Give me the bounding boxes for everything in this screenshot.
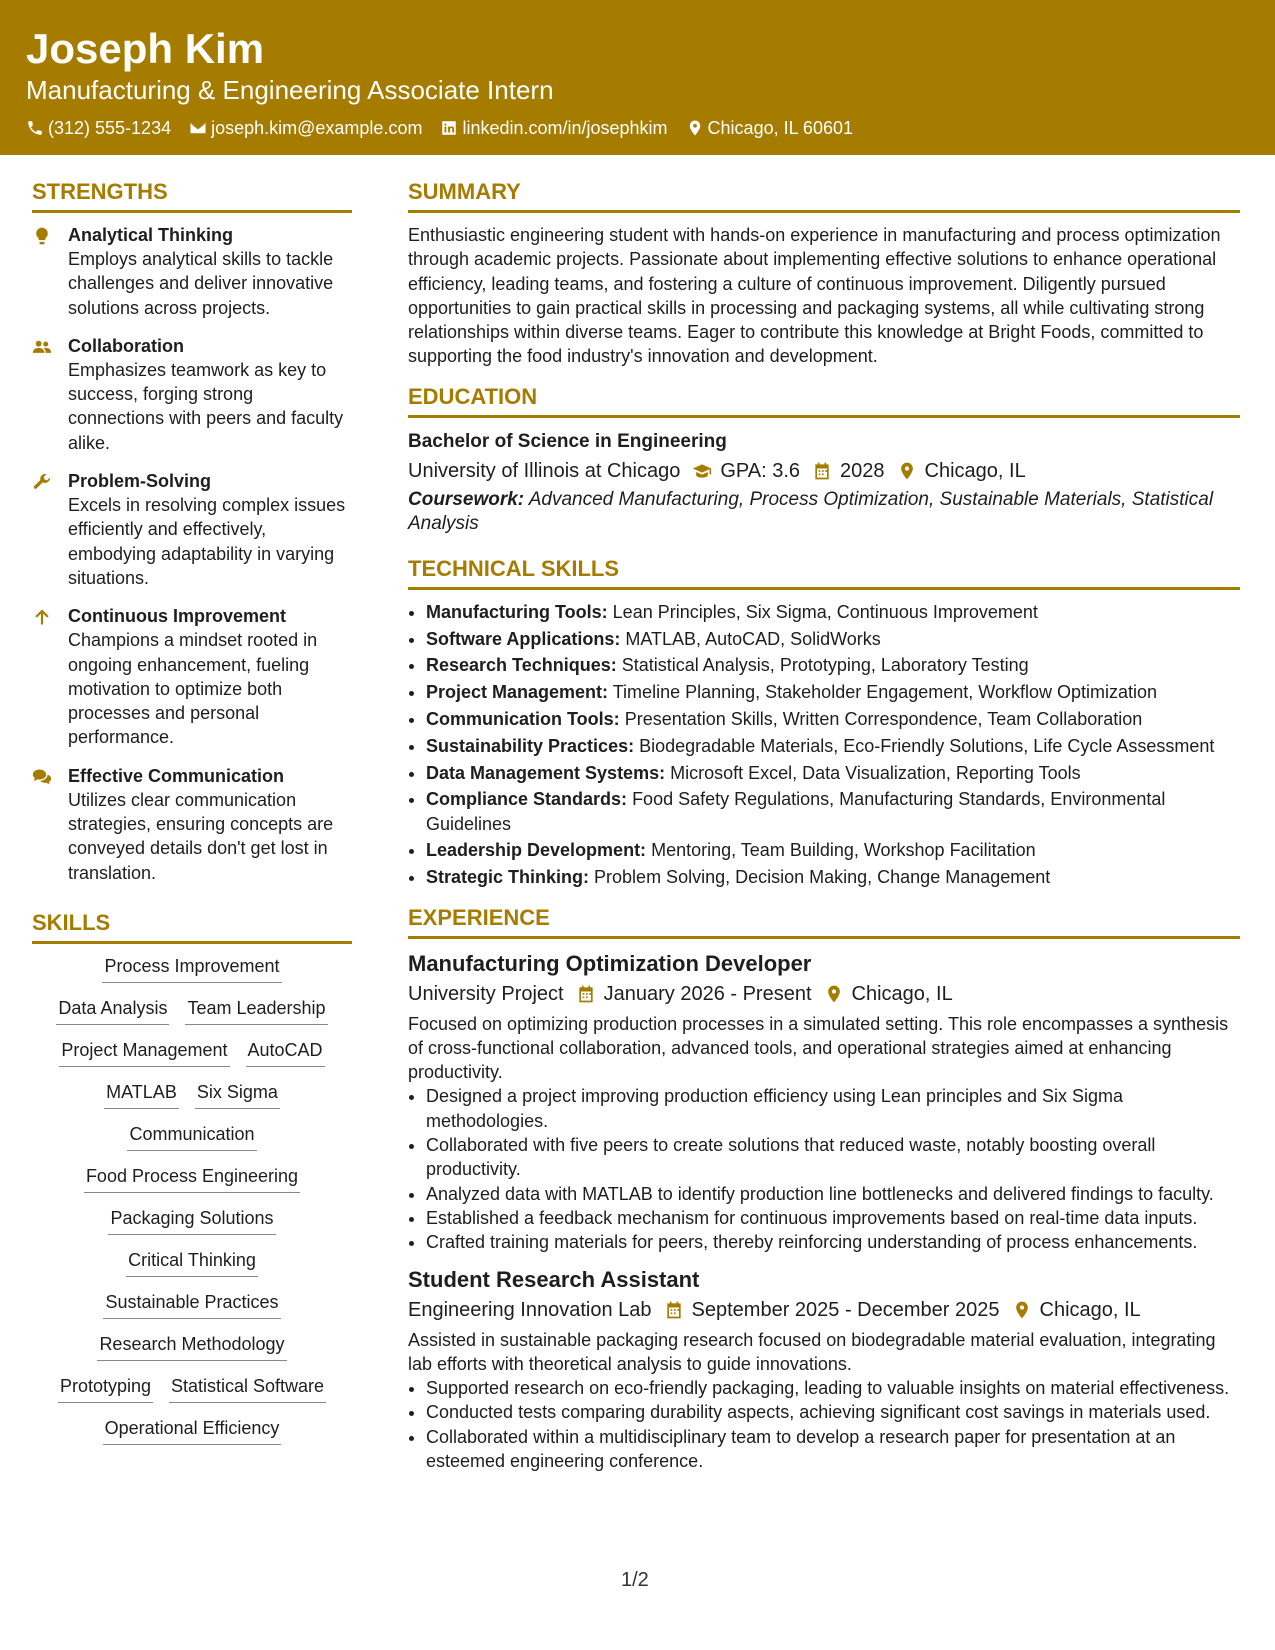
job-entry	[408, 1265, 1240, 1474]
job-meta	[408, 979, 1240, 1009]
tech-skill-value: Microsoft Excel, Data Visualization, Reporting Tools	[670, 762, 1081, 783]
phone-icon	[26, 119, 44, 137]
contact-phone[interactable]	[26, 116, 171, 140]
skill-tag: MATLAB	[104, 1080, 179, 1109]
list-item	[426, 653, 1240, 677]
job-entry	[408, 949, 1240, 1255]
location-pin-icon	[897, 461, 917, 481]
strength-item	[32, 334, 352, 455]
list-item: • Established a feedback mechanism for continuous improvements based on real-time data inputs.	[426, 1206, 1240, 1230]
skill-tag: Six Sigma	[195, 1080, 280, 1109]
coursework	[408, 488, 1240, 537]
list-item	[426, 865, 1240, 889]
skill-tag: Team Leadership	[185, 996, 327, 1025]
skill-tag: Communication	[127, 1122, 256, 1151]
job-description: Focused on optimizing production processes in a simulated setting. This role encompasses a synthesis of cross-functional collaboration, advanced tools, and operational strategies aimed at enhancing productivity.	[408, 1013, 1229, 1083]
location-pin-icon	[824, 984, 844, 1004]
list-item: • Collaborated with five peers to create solutions that reduced waste, notably boosting overall productivity.	[426, 1133, 1240, 1182]
tech-skill-label: Software Applications:	[426, 628, 621, 649]
tech-skill-value: Mentoring, Team Building, Workshop Facilitation	[651, 840, 1036, 861]
coursework-list: Advanced Manufacturing, Process Optimization, Sustainable Materials, Statistical Analysis	[408, 488, 1214, 535]
comments-icon	[32, 767, 52, 787]
list-item: • Analyzed data with MATLAB to identify production line bottlenecks and delivered findings to faculty.	[426, 1182, 1240, 1206]
skill-tag: Food Process Engineering	[84, 1164, 300, 1193]
skill-tag: Sustainable Practices	[103, 1290, 280, 1319]
job-bullets	[408, 1084, 1240, 1254]
location-pin-icon	[686, 119, 704, 137]
list-item: • Supported research on eco-friendly packaging, leading to valuable insights on material effectiveness.	[426, 1376, 1240, 1400]
job-meta	[408, 1295, 1240, 1325]
tech-skill-label: Compliance Standards:	[426, 789, 628, 810]
tech-skill-label: Manufacturing Tools:	[426, 601, 608, 622]
envelope-icon	[189, 119, 207, 137]
tech-skill-value: Statistical Analysis, Prototyping, Laboratory Testing	[621, 655, 1029, 676]
list-item	[426, 787, 1240, 836]
strength-item	[32, 604, 352, 749]
tech-skill-value: Timeline Planning, Stakeholder Engagement, Workflow Optimization	[612, 682, 1158, 703]
contact-location-text: Chicago, IL 60601	[707, 118, 853, 138]
job-title: Manufacturing Optimization Developer	[408, 950, 812, 976]
education-heading: EDUCATION	[408, 383, 1240, 418]
list-item: • Designed a project improving production efficiency using Lean principles and Six Sigma methodologies.	[426, 1084, 1240, 1133]
left-column	[32, 178, 352, 1458]
candidate-role: Manufacturing & Engineering Associate Intern	[26, 75, 554, 105]
arrow-up-icon	[32, 607, 52, 627]
lightbulb-icon	[32, 226, 52, 246]
linkedin-icon	[440, 119, 458, 137]
tech-skill-label: Communication Tools:	[426, 708, 620, 729]
contact-bar	[26, 116, 853, 140]
strength-title: Collaboration	[68, 335, 184, 356]
list-item	[426, 600, 1240, 624]
strength-item	[32, 764, 352, 885]
tech-skill-label: Strategic Thinking:	[426, 867, 590, 888]
location-pin-icon	[1012, 1300, 1032, 1320]
candidate-name: Joseph Kim	[26, 25, 265, 72]
job-org: Engineering Innovation Lab	[408, 1298, 652, 1321]
tech-skill-label: Project Management:	[426, 682, 609, 703]
job-org: University Project	[408, 982, 564, 1005]
summary-text: Enthusiastic engineering student with hands-on experience in manufacturing and process optimization through academic projects. Passionate about implementing effective solutions to enhance operational efficiency, leading teams, and fostering a culture of continuous improvement. Diligently pursued opportunities to gain practical skills in processing and packaging systems, all while cultivating strong relationships within diverse teams. Eager to contribute this knowledge at Bright Foods, committed to supporting the food industry's innovation and development.	[408, 225, 1221, 367]
strength-item	[32, 469, 352, 590]
education-meta	[408, 456, 1240, 486]
skill-tag: Statistical Software	[169, 1374, 326, 1403]
skill-tag: Process Improvement	[102, 954, 281, 983]
education-gpa: GPA: 3.6	[720, 459, 801, 482]
users-icon	[32, 337, 52, 357]
strength-desc: Champions a mindset rooted in ongoing enhancement, fueling motivation to optimize both processes and personal performance.	[68, 630, 318, 748]
list-item	[426, 627, 1240, 651]
graduation-cap-icon	[692, 461, 712, 481]
tech-skill-value: Lean Principles, Six Sigma, Continuous Improvement	[612, 601, 1038, 622]
contact-email[interactable]	[189, 116, 422, 140]
tech-skill-value: Food Safety Regulations, Manufacturing Standards, Environmental Guidelines	[426, 789, 1166, 834]
skill-tag: Packaging Solutions	[108, 1206, 275, 1235]
contact-location	[686, 116, 853, 140]
skills-heading: SKILLS	[32, 909, 352, 944]
education-school: University of Illinois at Chicago	[408, 459, 681, 482]
page-number: 1/2	[621, 1569, 649, 1591]
strength-desc: Excels in resolving complex issues efficiently and effectively, embodying adaptability in varying situations.	[68, 495, 346, 588]
education-year: 2028	[840, 459, 885, 482]
strength-desc: Emphasizes teamwork as key to success, forging strong connections with peers and faculty alike.	[68, 359, 344, 453]
tech-skill-label: Leadership Development:	[426, 840, 647, 861]
education-degree: Bachelor of Science in Engineering	[408, 430, 727, 452]
tech-skill-value: Presentation Skills, Written Correspondence, Team Collaboration	[624, 708, 1143, 729]
job-location: Chicago, IL	[1039, 1298, 1141, 1321]
skill-tag: AutoCAD	[246, 1038, 325, 1067]
tech-skill-value: Biodegradable Materials, Eco-Friendly Solutions, Life Cycle Assessment	[639, 735, 1215, 756]
list-item	[426, 734, 1240, 758]
calendar-icon	[812, 461, 832, 481]
technical-skills-list	[408, 600, 1240, 890]
job-bullets	[408, 1376, 1240, 1473]
skill-tag: Operational Efficiency	[103, 1416, 282, 1445]
list-item	[426, 680, 1240, 704]
job-title: Student Research Assistant	[408, 1266, 700, 1292]
contact-linkedin[interactable]	[440, 116, 667, 140]
job-dates: September 2025 - December 2025	[691, 1298, 1000, 1321]
right-column	[408, 178, 1240, 1473]
contact-phone-text: (312) 555-1234	[48, 118, 172, 138]
strengths-heading: STRENGTHS	[32, 178, 352, 213]
skill-tag: Data Analysis	[56, 996, 169, 1025]
calendar-icon	[664, 1300, 684, 1320]
strength-item	[32, 223, 352, 320]
list-item	[426, 761, 1240, 785]
technical-skills-heading: TECHNICAL SKILLS	[408, 555, 1240, 590]
calendar-icon	[576, 984, 596, 1004]
job-location: Chicago, IL	[851, 982, 953, 1005]
skill-tag: Critical Thinking	[126, 1248, 258, 1277]
tech-skill-value: Problem Solving, Decision Making, Change Management	[594, 867, 1051, 888]
strength-desc: Employs analytical skills to tackle challenges and deliver innovative solutions across projects.	[68, 249, 334, 318]
summary-heading: SUMMARY	[408, 178, 1240, 213]
contact-linkedin-text: linkedin.com/in/josephkim	[462, 118, 668, 138]
resume-header	[0, 0, 1275, 155]
list-item: • Collaborated within a multidisciplinary team to develop a research paper for presentation at an esteemed engineering conference.	[426, 1425, 1240, 1474]
education-location: Chicago, IL	[924, 459, 1026, 482]
tech-skill-label: Data Management Systems:	[426, 762, 666, 783]
strength-title: Continuous Improvement	[68, 606, 287, 627]
job-description: Assisted in sustainable packaging research focused on biodegradable material evaluation, integrating lab efforts with theoretical analysis to guide innovations.	[408, 1329, 1216, 1374]
tech-skill-label: Research Techniques:	[426, 655, 617, 676]
skill-tag: Research Methodology	[97, 1332, 286, 1361]
list-item: • Crafted training materials for peers, thereby reinforcing understanding of process enhancements.	[426, 1230, 1240, 1254]
wrench-icon	[32, 472, 52, 492]
tech-skill-value: MATLAB, AutoCAD, SolidWorks	[625, 628, 881, 649]
experience-heading: EXPERIENCE	[408, 904, 1240, 939]
strength-title: Effective Communication	[68, 765, 285, 786]
list-item	[426, 707, 1240, 731]
job-dates: January 2026 - Present	[603, 982, 812, 1005]
strength-title: Problem-Solving	[68, 471, 212, 492]
strength-desc: Utilizes clear communication strategies, ensuring concepts are conveyed details don't get lost in translation.	[68, 789, 334, 883]
strength-title: Analytical Thinking	[68, 225, 234, 245]
list-item: • Conducted tests comparing durability aspects, achieving significant cost savings in materials used.	[426, 1400, 1240, 1424]
skills-list	[32, 954, 352, 1458]
contact-email-text: joseph.kim@example.com	[211, 118, 423, 138]
list-item	[426, 838, 1240, 862]
coursework-label: Coursework:	[408, 488, 525, 510]
tech-skill-label: Sustainability Practices:	[426, 735, 635, 756]
skill-tag: Prototyping	[58, 1374, 153, 1403]
skill-tag: Project Management	[59, 1038, 229, 1067]
